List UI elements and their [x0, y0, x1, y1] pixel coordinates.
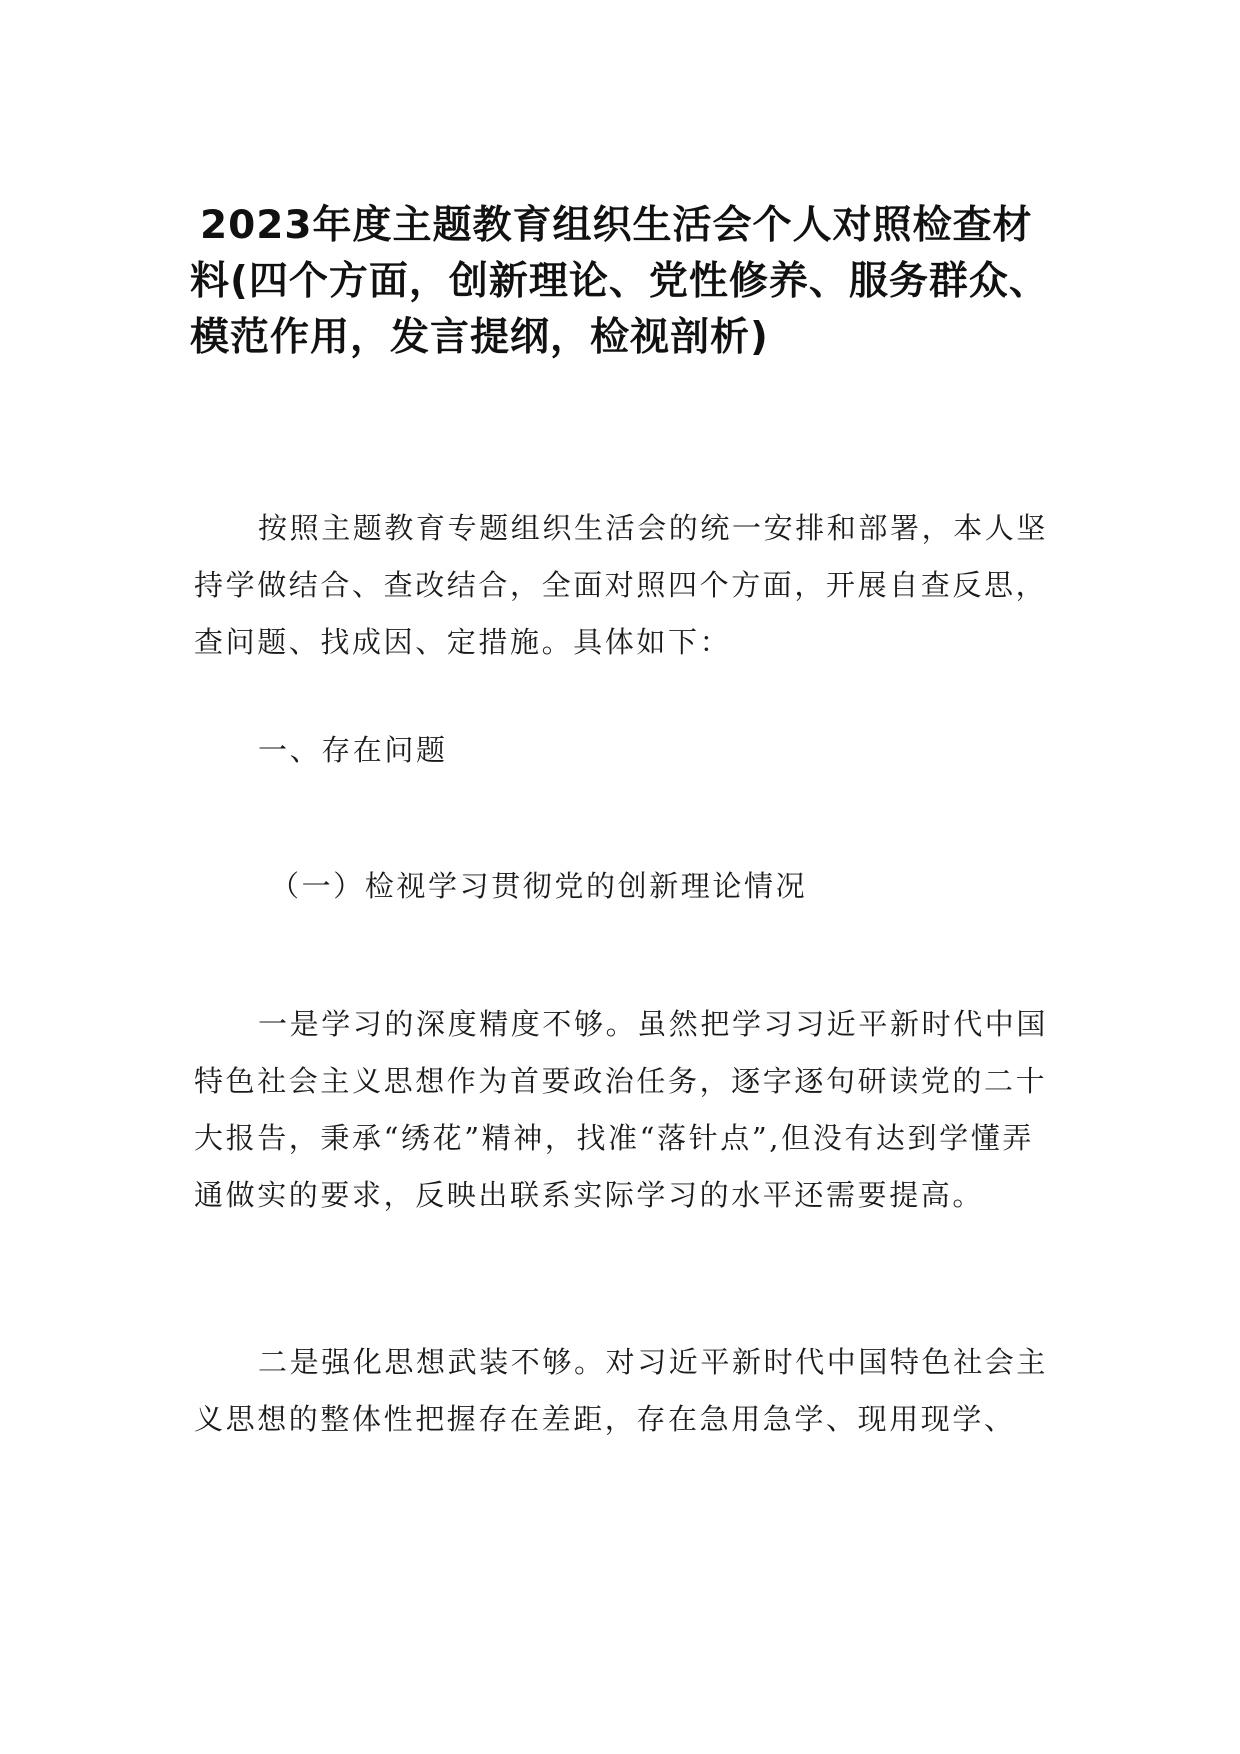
- intro-paragraph: 按照主题教育专题组织生活会的统一安排和部署，本人坚持学做结合、查改结合，全面对照四个方面，开展自查反思，查问题、找成因、定措施。具体如下：: [194, 511, 1049, 659]
- body-paragraph-1: 一是学习的深度精度不够。虽然把学习习近平新时代中国特色社会主义思想作为首要政治任务，逐字逐句研读党的二十大报告，秉承“绣花”精神，找准“落针点”,但没有达到学懂弄通做实的要求，反映出联系实际学习的水平还需要提高。: [194, 1007, 1049, 1212]
- subsection-heading: （一）检视学习贯彻党的创新理论情况: [270, 869, 808, 903]
- section-heading: 一、存在问题: [258, 733, 448, 767]
- body-paragraph-2: 二是强化思想武装不够。对习近平新时代中国特色社会主义思想的整体性把握存在差距，存在急用急学、现用现学、: [194, 1345, 1049, 1436]
- document-title: 2023年度主题教育组织生活会个人对照检查材料(四个方面，创新理论、党性修养、服务群众、模范作用，发言提纲，检视剖析): [190, 203, 1049, 360]
